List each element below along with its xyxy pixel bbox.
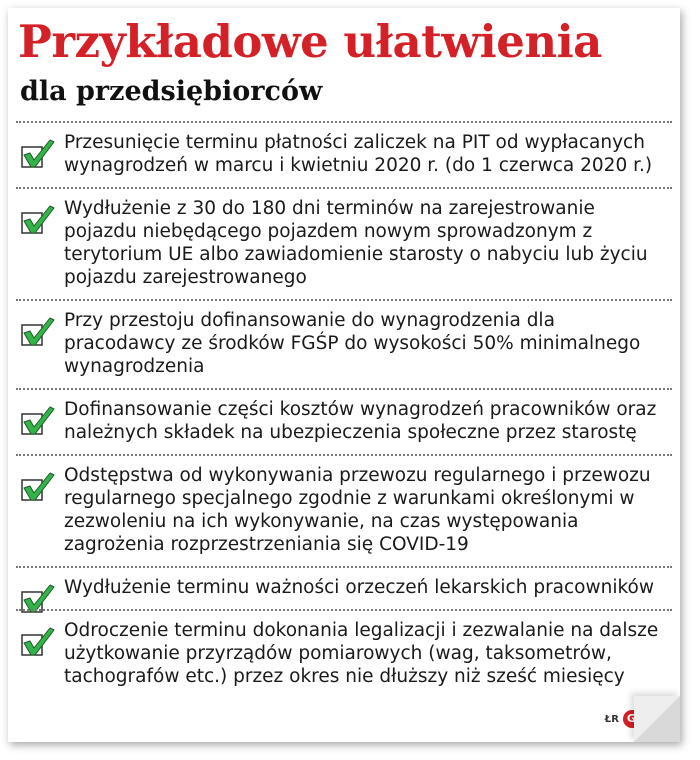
author-initials: ŁR xyxy=(604,713,619,725)
page-title: Przykładowe ułatwienia xyxy=(18,15,602,68)
list-item xyxy=(16,187,672,299)
list-item-text: Wydłużenie terminu ważności orzeczeń lekarskich pracowników xyxy=(64,577,655,598)
check-icon xyxy=(20,406,56,436)
list-item xyxy=(16,299,672,388)
check-icon xyxy=(20,205,56,235)
page-subtitle: dla przedsiębiorców xyxy=(20,76,323,107)
check-icon xyxy=(20,472,56,502)
publisher-logo: GP xyxy=(623,710,648,728)
list-item-text: Przesunięcie terminu płatności zaliczek na PIT od wypłacanych wynagrodzeń w marcu i kwietniu 2020 r. (do 1 czerwca 2020 r.) xyxy=(64,132,653,176)
list-item-text: Odroczenie terminu dokonania legalizacji i zezwalanie na dalsze użytkowanie przyrządów pomiarowych (wag, taksometrów, tachografów etc.) przez okres nie dłuższy niż sześć miesięcy xyxy=(64,620,659,687)
list-item xyxy=(16,454,672,566)
check-icon xyxy=(20,627,56,657)
list-item xyxy=(16,121,672,187)
list-item-text: Wydłużenie z 30 do 180 dni terminów na zarejestrowanie pojazdu niebędącego pojazdem nowym sprowadzonym z terytorium UE albo zawiadomienie starosty o nabyciu lub życiu pojazdu zarejestrowanego xyxy=(64,198,648,288)
list-item-text: Dofinansowanie części kosztów wynagrodzeń pracowników oraz należnych składek na ubezpieczenia społeczne przez starostę xyxy=(64,399,657,443)
check-icon xyxy=(20,317,56,347)
list-item xyxy=(16,388,672,454)
list-item xyxy=(16,566,672,609)
list-item-text: Przy przestoju dofinansowanie do wynagrodzenia dla pracodawcy ze środków FGŚP do wysokości 50% minimalnego wynagrodzenia xyxy=(64,310,641,377)
check-icon xyxy=(20,139,56,169)
list-item xyxy=(16,609,672,698)
page-curl xyxy=(634,696,680,742)
infographic-card xyxy=(8,8,680,742)
list-item-text: Odstępstwa od wykonywania przewozu regularnego i przewozu regularnego specjalnego zgodnie z warunkami określonymi w zezwoleniu na ich wykonywanie, na czas występowania zagrożenia rozprzestrzeniania się COVID-19 xyxy=(64,465,651,555)
benefits-list xyxy=(16,121,672,698)
